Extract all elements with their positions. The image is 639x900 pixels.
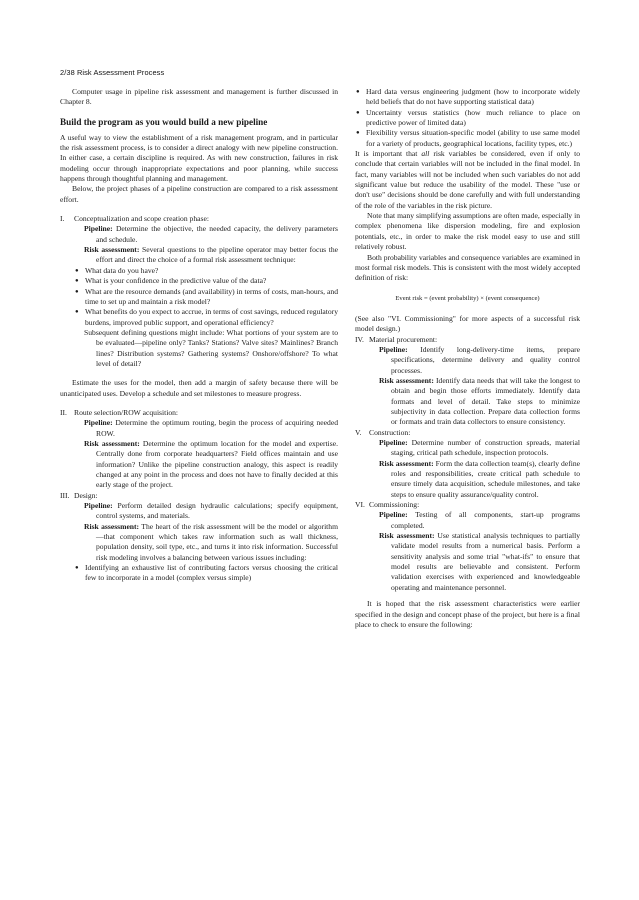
stage-number: II. [60, 407, 67, 417]
stage-route-selection [60, 408, 338, 491]
paragraph-computer-usage: Computer usage in pipeline risk assessment and management is further discussed in Chapter 8. [60, 87, 338, 107]
paragraph-all-variables: It is important that all risk variables be considered, even if only to conclude that certain variables will not be included in the final model. In fact, many variables will not be included when such variables do not add significant value but reduce the usability of the model. These "use or don't use" decisions should be done carefully and with full understanding of the role of the variables in the risk picture. [355, 149, 580, 210]
bullet-item: ● Hard data versus engineering judgment (how to incorporate widely held beliefs that do not have supporting statistical data) [355, 87, 580, 108]
pipeline-item: Pipeline: Determine number of construction spreads, material staging, critical path schedule, inspection protocols. [379, 438, 580, 458]
bullet-item: ● Identifying an exhaustive list of contributing factors versus choosing the critical few to incorporate in a model (complex versus simple) [74, 563, 338, 584]
paragraph-see-also: (See also "VI. Commissioning" for more aspects of a successful risk model design.) [355, 313, 580, 334]
paragraph-phases-intro: Below, the project phases of a pipeline construction are compared to a risk assessment effort. [60, 184, 338, 204]
paragraph-final-check: It is hoped that the risk assessment characteristics were earlier specified in the design and concept phase of the project, but here is a final place to check to ensure the following: [355, 599, 580, 629]
stage-title: Material procurement: [369, 334, 438, 344]
stage-title: Commissioning: [369, 500, 420, 510]
page-header: 2/38 Risk Assessment Process [60, 68, 165, 77]
stage-commissioning [355, 500, 580, 593]
stage-material-procurement [355, 335, 580, 428]
bullet-item: ● What is your confidence in the predictive value of the data? [74, 276, 338, 286]
pipeline-item: Pipeline: Identify long-delivery-time items, prepare specifications, determine delivery and quality control processes. [379, 344, 580, 375]
paragraph-assumptions: Note that many simplifying assumptions are often made, especially in complex phenomena like dispersion modeling, fire and explosion potentials, etc., in order to make the risk model easy to use and still relatively robust. [355, 211, 580, 252]
pipeline-item: Pipeline: Determine the objective, the needed capacity, the delivery parameters and schedule. [84, 224, 338, 244]
stage-conceptualization [60, 214, 338, 369]
stage-number: IV. [355, 334, 364, 344]
risk-item: Risk assessment: Form the data collection team(s), clearly define roles and responsibilities, create critical path schedule to ensure timely data acquisition, schedule milestones, and take steps to ensure quality assurance/quality control. [379, 458, 580, 499]
pipeline-item: Pipeline: Testing of all components, start-up programs completed. [379, 510, 580, 530]
stage-number: III. [60, 490, 70, 500]
bullet-item: ● What data do you have? [74, 266, 338, 276]
stage-title: Construction: [369, 427, 411, 437]
paragraph-estimate-uses: Estimate the uses for the model, then add a margin of safety because there will be unanticipated uses. Develop a schedule and set milestones to measure progress. [60, 378, 338, 398]
risk-item: Risk assessment: The heart of the risk assessment will be the model or algorithm—that component which takes raw information such as wall thickness, population density, soil type, etc., and turns it into risk information. Successful risk modeling involves a balancing between various issues including: [84, 521, 338, 562]
section-heading: Build the program as you would build a new pipeline [60, 116, 268, 127]
stage-design [60, 491, 338, 584]
stage-number: I. [60, 214, 65, 224]
risk-item: Risk assessment: Determine the optimum location for the model and expertise. Centrally done from corporate headquarters? Field offices maintain and use information? Unlike the pipeline construction analogy, this aspect is readily changed at any point in the process and does not have to finally decided at this early stage of the project. [84, 438, 338, 490]
bullet-item: ● Uncertainty versus statistics (how much reliance to place on predictive power of limited data) [355, 108, 580, 129]
left-column [60, 87, 338, 584]
pipeline-item: Pipeline: Perform detailed design hydraulic calculations; specify equipment, control systems, and materials. [84, 501, 338, 521]
risk-formula: Event risk = (event probability) × (event consequence) [395, 294, 540, 302]
risk-item: Risk assessment: Several questions to the pipeline operator may better focus the effort and direct the choice of a formal risk assessment technique: [84, 245, 338, 265]
paragraph-analogy: A useful way to view the establishment of a risk management program, and in particular the risk assessment process, is to consider a direct analogy with new pipeline construction. In either case, a certain discipline is required. As with new construction, failures in risk modeling occur through inappropriate expectations and poor planning, while success happens through thoughtful planning and management. [60, 132, 338, 184]
stage-number: VI. [355, 500, 365, 510]
stage-number: V. [355, 427, 362, 437]
stage-title: Route selection/ROW acquisition: [74, 407, 179, 417]
bullet-item: ● What are the resource demands (and availability) in terms of costs, man-hours, and time to set up and maintain a risk model? [74, 287, 338, 308]
stage-title: Conceptualization and scope creation phase: [74, 214, 209, 224]
bullet-item: ● Flexibility versus situation-specific model (ability to use same model for a variety of products, geographical locations, facility types, etc.) [355, 128, 580, 149]
right-column [355, 87, 580, 630]
pipeline-item: Pipeline: Determine the optimum routing, begin the process of acquiring needed ROW. [84, 418, 338, 438]
subsequent-questions: Subsequent defining questions might include: What portions of your system are to be evaluated—pipeline only? Tanks? Stations? Valve sites? Mainlines? Branch lines? Distribution systems? Gathering systems? Onshore/offshore? To what level of detail? [84, 327, 338, 368]
bullet-item: ● What benefits do you expect to accrue, in terms of cost savings, reduced regulatory burdens, improved public support, and operational efficiency? [74, 307, 338, 328]
risk-item: Risk assessment: Use statistical analysis techniques to partially validate model results from a numerical basis. Perform a sensitivity analysis and some trial "what-ifs" to ensure that model results are believable and consistent. Perform validation exercises with experienced and knowledgeable operating and maintenance personnel. [379, 531, 580, 592]
stage-construction [355, 428, 580, 500]
paragraph-probability-consequence: Both probability variables and consequence variables are examined in most formal risk models. This is consistent with the most widely accepted definition of risk: [355, 252, 580, 283]
risk-item: Risk assessment: Identify data needs that will take the longest to obtain and begin those efforts immediately. Identify data formats and level of detail. Take steps to minimize subjectivity in data collection. Prepare data collection forms or formats and train data collectors to ensure consistency. [379, 375, 580, 427]
stage-title: Design: [74, 490, 98, 500]
